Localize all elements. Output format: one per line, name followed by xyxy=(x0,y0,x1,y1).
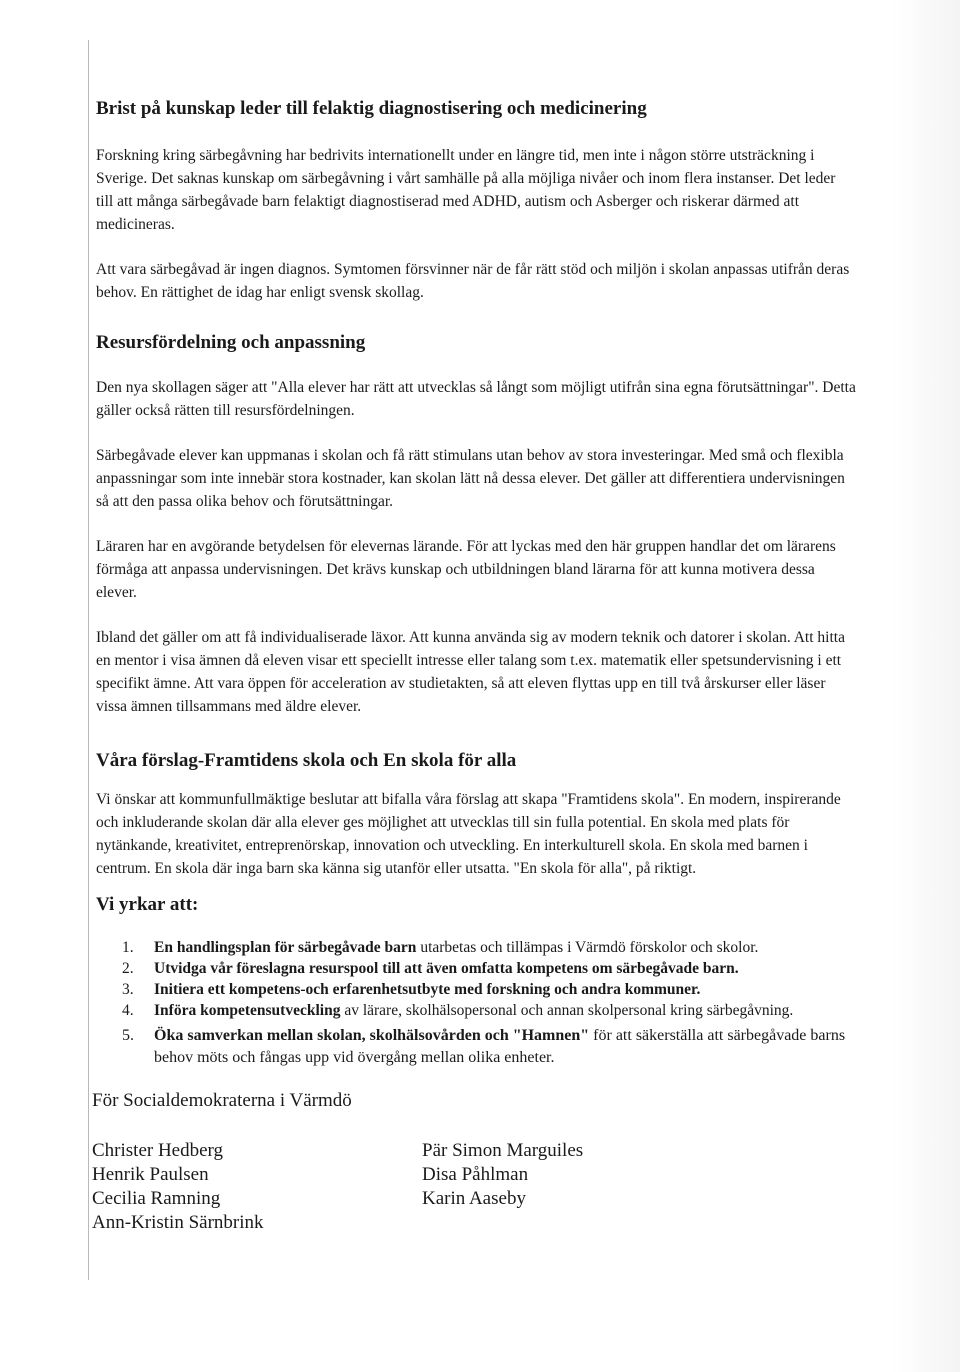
paragraph-forskning: Forskning kring särbegåvning har bedrivits internationellt under en längre tid, men inte i någon större utsträckning i Sverige. Det saknas kunskap om särbegåvning i vårt samhälle på alla möjliga nivåer och inom flera instanser. Det leder till att många särbegåvade barn felaktigt diagnostiserad med ADHD, autism och Asberger och riskerar därmed att medicineras. xyxy=(96,147,836,233)
signature-heading: För Socialdemokraterna i Värmdö xyxy=(92,1090,352,1111)
paragraph-diagnos: Att vara särbegåvad är ingen diagnos. Symtomen försvinner när de får rätt stöd och miljön i skolan anpassas utifrån deras behov. En rättighet de idag har enligt svensk skollag. xyxy=(96,261,850,301)
demand-item-5 xyxy=(96,1025,856,1069)
demand-item-1 xyxy=(96,938,856,958)
demand-item-3 xyxy=(96,980,856,1000)
signatory-name: Ann-Kristin Särnbrink xyxy=(92,1212,264,1233)
scan-edge-shadow xyxy=(890,0,960,1372)
demand-number: 3. xyxy=(122,981,134,998)
demand-item-4 xyxy=(96,1001,856,1021)
signatory-name: Pär Simon Marguiles xyxy=(422,1140,584,1161)
demand-rest: av lärare, skolhälsopersonal och annan skolpersonal kring särbegåvning. xyxy=(340,1002,794,1019)
demand-bold: Utvidga vår föreslagna resurspool till att även omfatta kompetens om särbegåvade barn. xyxy=(154,960,739,977)
demand-bold: Införa kompetensutveckling xyxy=(154,1002,341,1019)
demand-bold: Initiera ett kompetens-och erfarenhetsutbyte med forskning och andra kommuner. xyxy=(154,981,701,998)
heading-vara-forslag: Våra förslag-Framtidens skola och En skola för alla xyxy=(96,750,517,771)
signature-column-left xyxy=(92,1139,264,1235)
signatory-name: Christer Hedberg xyxy=(92,1140,224,1161)
demand-number: 4. xyxy=(122,1002,134,1019)
signatory-name: Cecilia Ramning xyxy=(92,1188,221,1209)
paragraph-framtidens-skola: Vi önskar att kommunfullmäktige beslutar att bifalla våra förslag att skapa "Framtidens skola". En modern, inspirerande och inkluderande skolan där alla elever ges möjlighet att utvecklas till sin fulla potential. En skola med plats för nytänkande, kreativitet, entreprenörskap, innovation och utveckling. En interkulturell skola. En skola med barnen i centrum. En skola där inga barn ska känna sig utanför eller utsatta. "En skola för alla", på riktigt. xyxy=(96,791,841,877)
signatory-name: Henrik Paulsen xyxy=(92,1164,209,1185)
demands-list xyxy=(96,938,856,1069)
signatory-name: Karin Aaseby xyxy=(422,1188,526,1209)
demand-rest: för att säkerställa att särbegåvade barns behov möts och fångas upp vid övergång mellan olika enheter. xyxy=(154,1027,846,1066)
heading-resursfordelning: Resursfördelning och anpassning xyxy=(96,332,366,353)
paragraph-skollagen: Den nya skollagen säger att "Alla elever har rätt att utvecklas så långt som möjligt utifrån sina egna förutsättningar". Detta gäller också rätten till resursfördelningen. xyxy=(96,379,856,419)
document-body xyxy=(92,96,856,1233)
demand-bold: En handlingsplan för särbegåvade barn xyxy=(154,939,417,956)
demand-number: 2. xyxy=(122,960,134,977)
paragraph-individualiserade: Ibland det gäller om att få individualiserade läxor. Att kunna använda sig av modern teknik och datorer i skolan. Att hitta en mentor i visa ämnen då eleven visar ett speciellt intresse eller talang som t.ex. matematik eller spetsundervisning i ett specifikt ämne. Att vara öppen för acceleration av studietakten, så att eleven flyttas upp en till två årskurser eller läser vissa ämnen tillsammans med äldre elever. xyxy=(96,629,845,715)
demand-bold: Öka samverkan mellan skolan, skolhälsovården och "Hamnen" xyxy=(154,1027,590,1044)
demand-number: 5. xyxy=(122,1027,134,1044)
signatory-name: Disa Påhlman xyxy=(422,1164,529,1185)
paragraph-lararen: Läraren har en avgörande betydelsen för elevernas lärande. För att lyckas med den här gruppen handlar det om lärarens förmåga att anpassa undervisningen. Det krävs kunskap och utbildningen bland lärarna för att kunna motivera dessa elever. xyxy=(96,538,836,601)
signature-column-right xyxy=(422,1139,583,1211)
heading-vi-yrkar: Vi yrkar att: xyxy=(96,894,199,915)
demand-number: 1. xyxy=(122,939,134,956)
left-margin-line xyxy=(88,40,89,1280)
demand-rest: utarbetas och tillämpas i Värmdö förskolor och skolor. xyxy=(416,939,759,956)
heading-brist-pa-kunskap: Brist på kunskap leder till felaktig diagnostisering och medicinering xyxy=(96,98,647,119)
paragraph-anpassningar: Särbegåvade elever kan uppmanas i skolan och få rätt stimulans utan behov av stora investeringar. Med små och flexibla anpassningar som inte innebär stora kostnader, kan skolan lätt nå dessa elever. Det gäller att differentiera undervisningen så att den passa olika behov och förutsättningar. xyxy=(96,447,845,510)
demand-item-2 xyxy=(96,959,856,979)
